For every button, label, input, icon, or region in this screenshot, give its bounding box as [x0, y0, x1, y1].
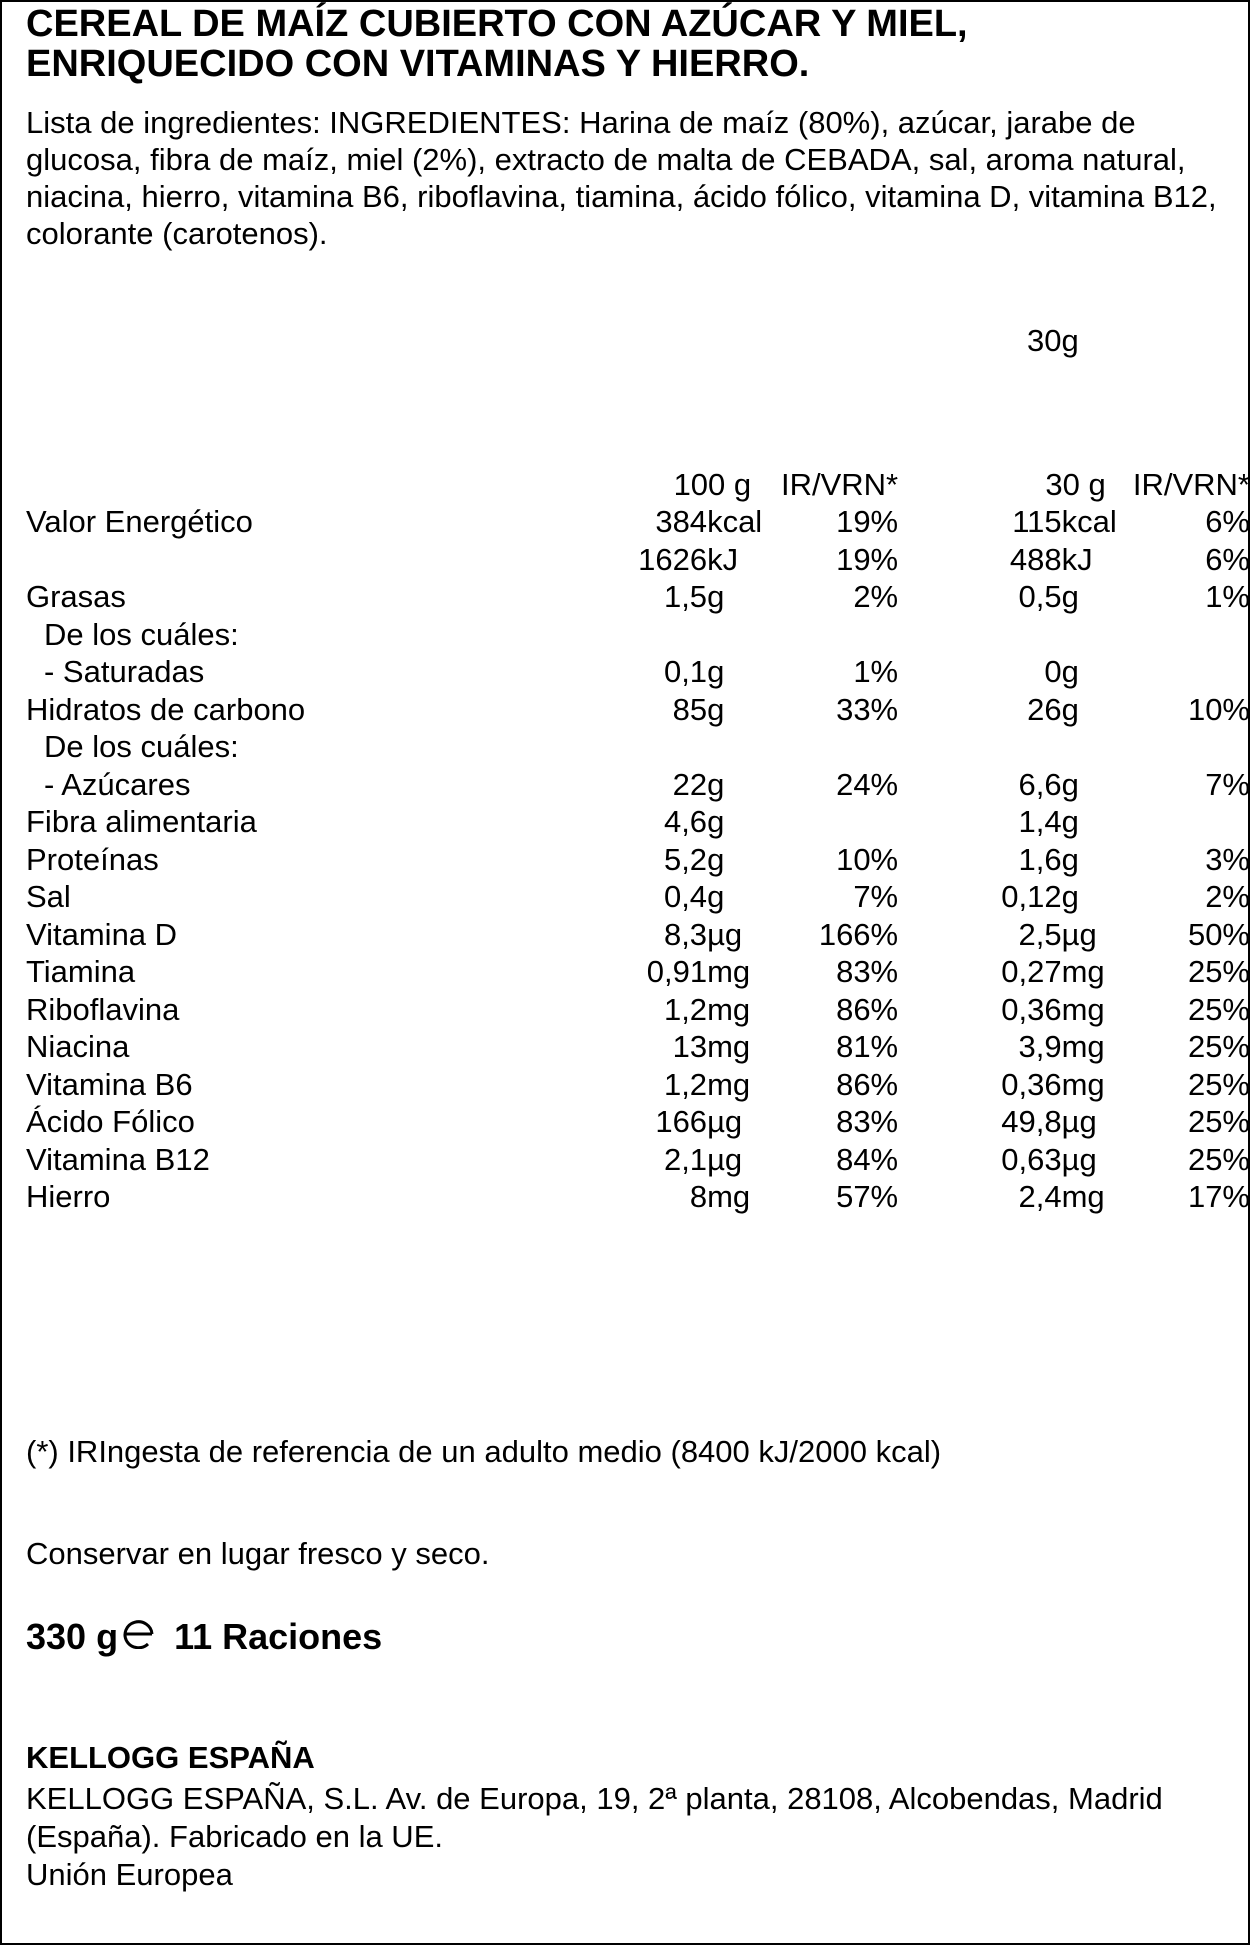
- value-100g: 13: [672, 1029, 708, 1065]
- nutrient-label: Hidratos de carbono: [26, 691, 306, 727]
- value-100g: 0,1: [663, 654, 708, 690]
- percent-30g: 10%: [1187, 691, 1250, 727]
- percent-100g: 19%: [836, 504, 899, 540]
- unit-30g: mg: [1061, 1066, 1105, 1102]
- value-100g: [590, 729, 707, 767]
- value-100g: 2,1: [663, 1141, 708, 1177]
- value-30g: 6,6: [1018, 766, 1062, 802]
- value-100g: 166: [655, 1104, 708, 1140]
- percent-30g: 50%: [1187, 916, 1250, 952]
- unit-100g: g: [707, 654, 725, 690]
- percent-100g: 19%: [836, 541, 899, 577]
- unit-30g: µg: [1061, 1141, 1097, 1177]
- percent-100g: 86%: [836, 991, 899, 1027]
- percent-30g: 25%: [1187, 1104, 1250, 1140]
- net-weight: 330 g: [26, 1616, 119, 1657]
- nutrition-row: [26, 879, 1250, 917]
- nutrition-row: [26, 841, 1250, 879]
- value-30g: 115: [1012, 504, 1062, 540]
- percent-30g: 25%: [1187, 954, 1250, 990]
- percent-30g: 25%: [1187, 1141, 1250, 1177]
- percent-100g: 2%: [853, 579, 899, 615]
- percent-100g: 10%: [836, 841, 899, 877]
- nutrition-row: [26, 1029, 1250, 1067]
- nutrient-label: Valor Energético: [26, 504, 253, 540]
- value-100g: 384: [655, 504, 708, 540]
- value-30g: 0,27: [1001, 954, 1062, 990]
- storage-instructions: Conservar en lugar fresco y seco.: [26, 1536, 490, 1571]
- origin-text: Unión Europea: [26, 1857, 233, 1892]
- percent-100g: 84%: [836, 1141, 899, 1177]
- nutrition-row: [26, 654, 1250, 692]
- percent-30g: 3%: [1205, 841, 1250, 877]
- percent-30g: 2%: [1205, 879, 1250, 915]
- percent-30g: 25%: [1187, 1029, 1250, 1065]
- unit-30g: g: [1061, 766, 1079, 802]
- unit-30g: g: [1061, 879, 1079, 915]
- serving-size: 30g: [1027, 323, 1079, 358]
- percent-30g: 17%: [1187, 1179, 1250, 1215]
- nutrition-row: [26, 1141, 1250, 1179]
- nutrition-table: [26, 466, 1250, 1216]
- value-100g: [590, 616, 707, 654]
- unit-30g: µg: [1061, 916, 1097, 952]
- unit-100g: mg: [707, 1029, 751, 1065]
- unit-30g: g: [1061, 804, 1079, 840]
- percent-100g: 24%: [836, 766, 899, 802]
- unit-30g: mg: [1061, 991, 1105, 1027]
- nutrient-label: Ácido Fólico: [26, 1104, 195, 1140]
- percent-100g: 33%: [836, 691, 899, 727]
- nutrient-label: Riboflavina: [26, 991, 180, 1027]
- nutrition-row: [26, 729, 1250, 767]
- percent-30g: 6%: [1205, 541, 1250, 577]
- percent-100g: 7%: [853, 879, 899, 915]
- nutrition-row: [26, 1066, 1250, 1104]
- percent-100g: 83%: [836, 1104, 899, 1140]
- value-100g: 1626: [638, 541, 708, 577]
- percent-100g: 166%: [818, 916, 899, 952]
- unit-30g: kcal: [1061, 504, 1117, 540]
- value-100g: 5,2: [663, 841, 708, 877]
- value-30g: 0,36: [1001, 991, 1062, 1027]
- unit-100g: µg: [707, 1141, 743, 1177]
- nutrient-label: De los cuáles:: [44, 616, 239, 652]
- unit-30g: µg: [1061, 1104, 1097, 1140]
- nutrition-row: [26, 954, 1250, 992]
- value-30g: 0: [1044, 654, 1062, 690]
- unit-100g: µg: [707, 1104, 743, 1140]
- percent-100g: 1%: [853, 654, 899, 690]
- value-30g: 0,5: [1018, 579, 1062, 615]
- unit-100g: mg: [707, 991, 751, 1027]
- value-100g: 4,6: [663, 804, 708, 840]
- unit-30g: mg: [1061, 1179, 1105, 1215]
- percent-30g: 25%: [1187, 991, 1250, 1027]
- unit-100g: [707, 729, 771, 767]
- nutrient-label: - Azúcares: [44, 766, 191, 802]
- nutrient-label: [26, 541, 590, 579]
- value-100g: 8: [689, 1179, 708, 1215]
- reference-intake-footnote: (*) IRIngesta de referencia de un adulto medio (8400 kJ/2000 kcal): [26, 1434, 942, 1469]
- header-irvrn-100g: IR/VRN*: [780, 466, 899, 502]
- net-weight-line: [26, 1616, 382, 1658]
- nutrition-row: [26, 504, 1250, 542]
- nutrition-row: [26, 616, 1250, 654]
- value-100g: 1,5: [663, 579, 708, 615]
- nutrient-label: De los cuáles:: [44, 729, 239, 765]
- nutrition-row: [26, 1104, 1250, 1142]
- nutrient-label: Vitamina B6: [26, 1066, 193, 1102]
- value-30g: [898, 616, 1061, 654]
- value-30g: 2,5: [1018, 916, 1062, 952]
- percent-100g: 81%: [836, 1029, 899, 1065]
- unit-100g: [707, 616, 771, 654]
- value-30g: 49,8: [1001, 1104, 1062, 1140]
- company-name: KELLOGG ESPAÑA: [26, 1740, 315, 1775]
- percent-100g: 57%: [836, 1179, 899, 1215]
- nutrient-label: Tiamina: [26, 954, 136, 990]
- percent-30g: 6%: [1205, 504, 1250, 540]
- value-100g: 1,2: [663, 991, 708, 1027]
- unit-100g: kcal: [707, 504, 763, 540]
- nutrition-row: [26, 804, 1250, 842]
- header-irvrn-30g: IR/VRN*: [1132, 466, 1250, 502]
- header-30g: 30 g: [1045, 466, 1106, 502]
- nutrition-row: [26, 541, 1250, 579]
- nutrient-label: Vitamina D: [26, 916, 178, 952]
- unit-30g: kJ: [1061, 541, 1093, 577]
- percent-100g: [771, 804, 898, 842]
- unit-100g: kJ: [707, 541, 739, 577]
- percent-100g: 83%: [836, 954, 899, 990]
- value-30g: 1,4: [1018, 804, 1062, 840]
- nutrient-label: Vitamina B12: [26, 1141, 210, 1177]
- percent-30g: 7%: [1205, 766, 1250, 802]
- unit-30g: g: [1061, 841, 1079, 877]
- value-100g: 0,4: [663, 879, 708, 915]
- nutrition-header-row: [26, 466, 1250, 504]
- value-30g: 3,9: [1018, 1029, 1062, 1065]
- percent-30g: 1%: [1205, 579, 1250, 615]
- value-30g: 2,4: [1018, 1179, 1062, 1215]
- unit-100g: g: [707, 579, 725, 615]
- percent-30g: [1126, 729, 1250, 767]
- nutrition-row: [26, 691, 1250, 729]
- value-30g: 488: [1009, 541, 1062, 577]
- ingredients-list: Lista de ingredientes: INGREDIENTES: Harina de maíz (80%), azúcar, jarabe de glucosa, fibra de maíz, miel (2%), extracto de malta de CEBADA, sal, aroma natural, niacina, hierro, vitamina B6, riboflavina, tiamina, ácido fólico, vitamina D, vitamina B12, colorante (carotenos).: [26, 105, 1217, 251]
- portions: 11 Raciones: [174, 1616, 383, 1657]
- value-100g: 0,91: [646, 954, 708, 990]
- percent-30g: [1126, 804, 1250, 842]
- value-100g: 1,2: [663, 1066, 708, 1102]
- percent-30g: [1126, 654, 1250, 692]
- unit-100g: g: [707, 691, 725, 727]
- nutrient-label: - Saturadas: [44, 654, 205, 690]
- nutrient-label: Niacina: [26, 1029, 130, 1065]
- value-30g: 0,63: [1001, 1141, 1062, 1177]
- unit-100g: g: [707, 804, 725, 840]
- nutrient-label: Proteínas: [26, 841, 159, 877]
- nutrient-label: Hierro: [26, 1179, 111, 1215]
- percent-30g: 25%: [1187, 1066, 1250, 1102]
- unit-30g: mg: [1061, 954, 1105, 990]
- nutrient-label: Grasas: [26, 579, 126, 615]
- address-text: KELLOGG ESPAÑA, S.L. Av. de Europa, 19, 2ª planta, 28108, Alcobendas, Madrid (España). Fabricado en la UE.: [26, 1781, 1163, 1854]
- unit-100g: mg: [707, 954, 751, 990]
- unit-100g: g: [707, 879, 725, 915]
- unit-100g: g: [707, 841, 725, 877]
- value-30g: [898, 729, 1061, 767]
- nutrient-label: Fibra alimentaria: [26, 804, 257, 840]
- header-100g: 100 g: [673, 466, 752, 502]
- unit-30g: g: [1061, 654, 1079, 690]
- unit-100g: mg: [707, 1179, 751, 1215]
- nutrition-row: [26, 579, 1250, 617]
- percent-100g: 86%: [836, 1066, 899, 1102]
- estimated-sign-icon: [122, 1616, 156, 1658]
- company-address: [26, 1780, 1236, 1894]
- value-100g: 85: [672, 691, 708, 727]
- unit-100g: mg: [707, 1066, 751, 1102]
- unit-100g: µg: [707, 916, 743, 952]
- percent-100g: [771, 616, 898, 654]
- value-100g: 8,3: [663, 916, 708, 952]
- nutrition-row: [26, 766, 1250, 804]
- unit-30g: mg: [1061, 1029, 1105, 1065]
- product-title: CEREAL DE MAÍZ CUBIERTO CON AZÚCAR Y MIEL, ENRIQUECIDO CON VITAMINAS Y HIERRO.: [26, 3, 968, 85]
- unit-30g: [1062, 616, 1126, 654]
- nutrition-row: [26, 916, 1250, 954]
- nutrient-label: Sal: [26, 879, 71, 915]
- value-30g: 26: [1027, 691, 1062, 727]
- unit-30g: g: [1061, 691, 1079, 727]
- value-30g: 1,6: [1018, 841, 1062, 877]
- nutrition-row: [26, 991, 1250, 1029]
- value-30g: 0,12: [1001, 879, 1062, 915]
- unit-30g: [1062, 729, 1126, 767]
- unit-100g: g: [707, 766, 725, 802]
- estimated-sign-glyph: [122, 1619, 156, 1649]
- nutrition-row: [26, 1179, 1250, 1217]
- value-30g: 0,36: [1001, 1066, 1062, 1102]
- unit-30g: g: [1061, 579, 1079, 615]
- value-100g: 22: [672, 766, 708, 802]
- percent-30g: [1126, 616, 1250, 654]
- percent-100g: [771, 729, 898, 767]
